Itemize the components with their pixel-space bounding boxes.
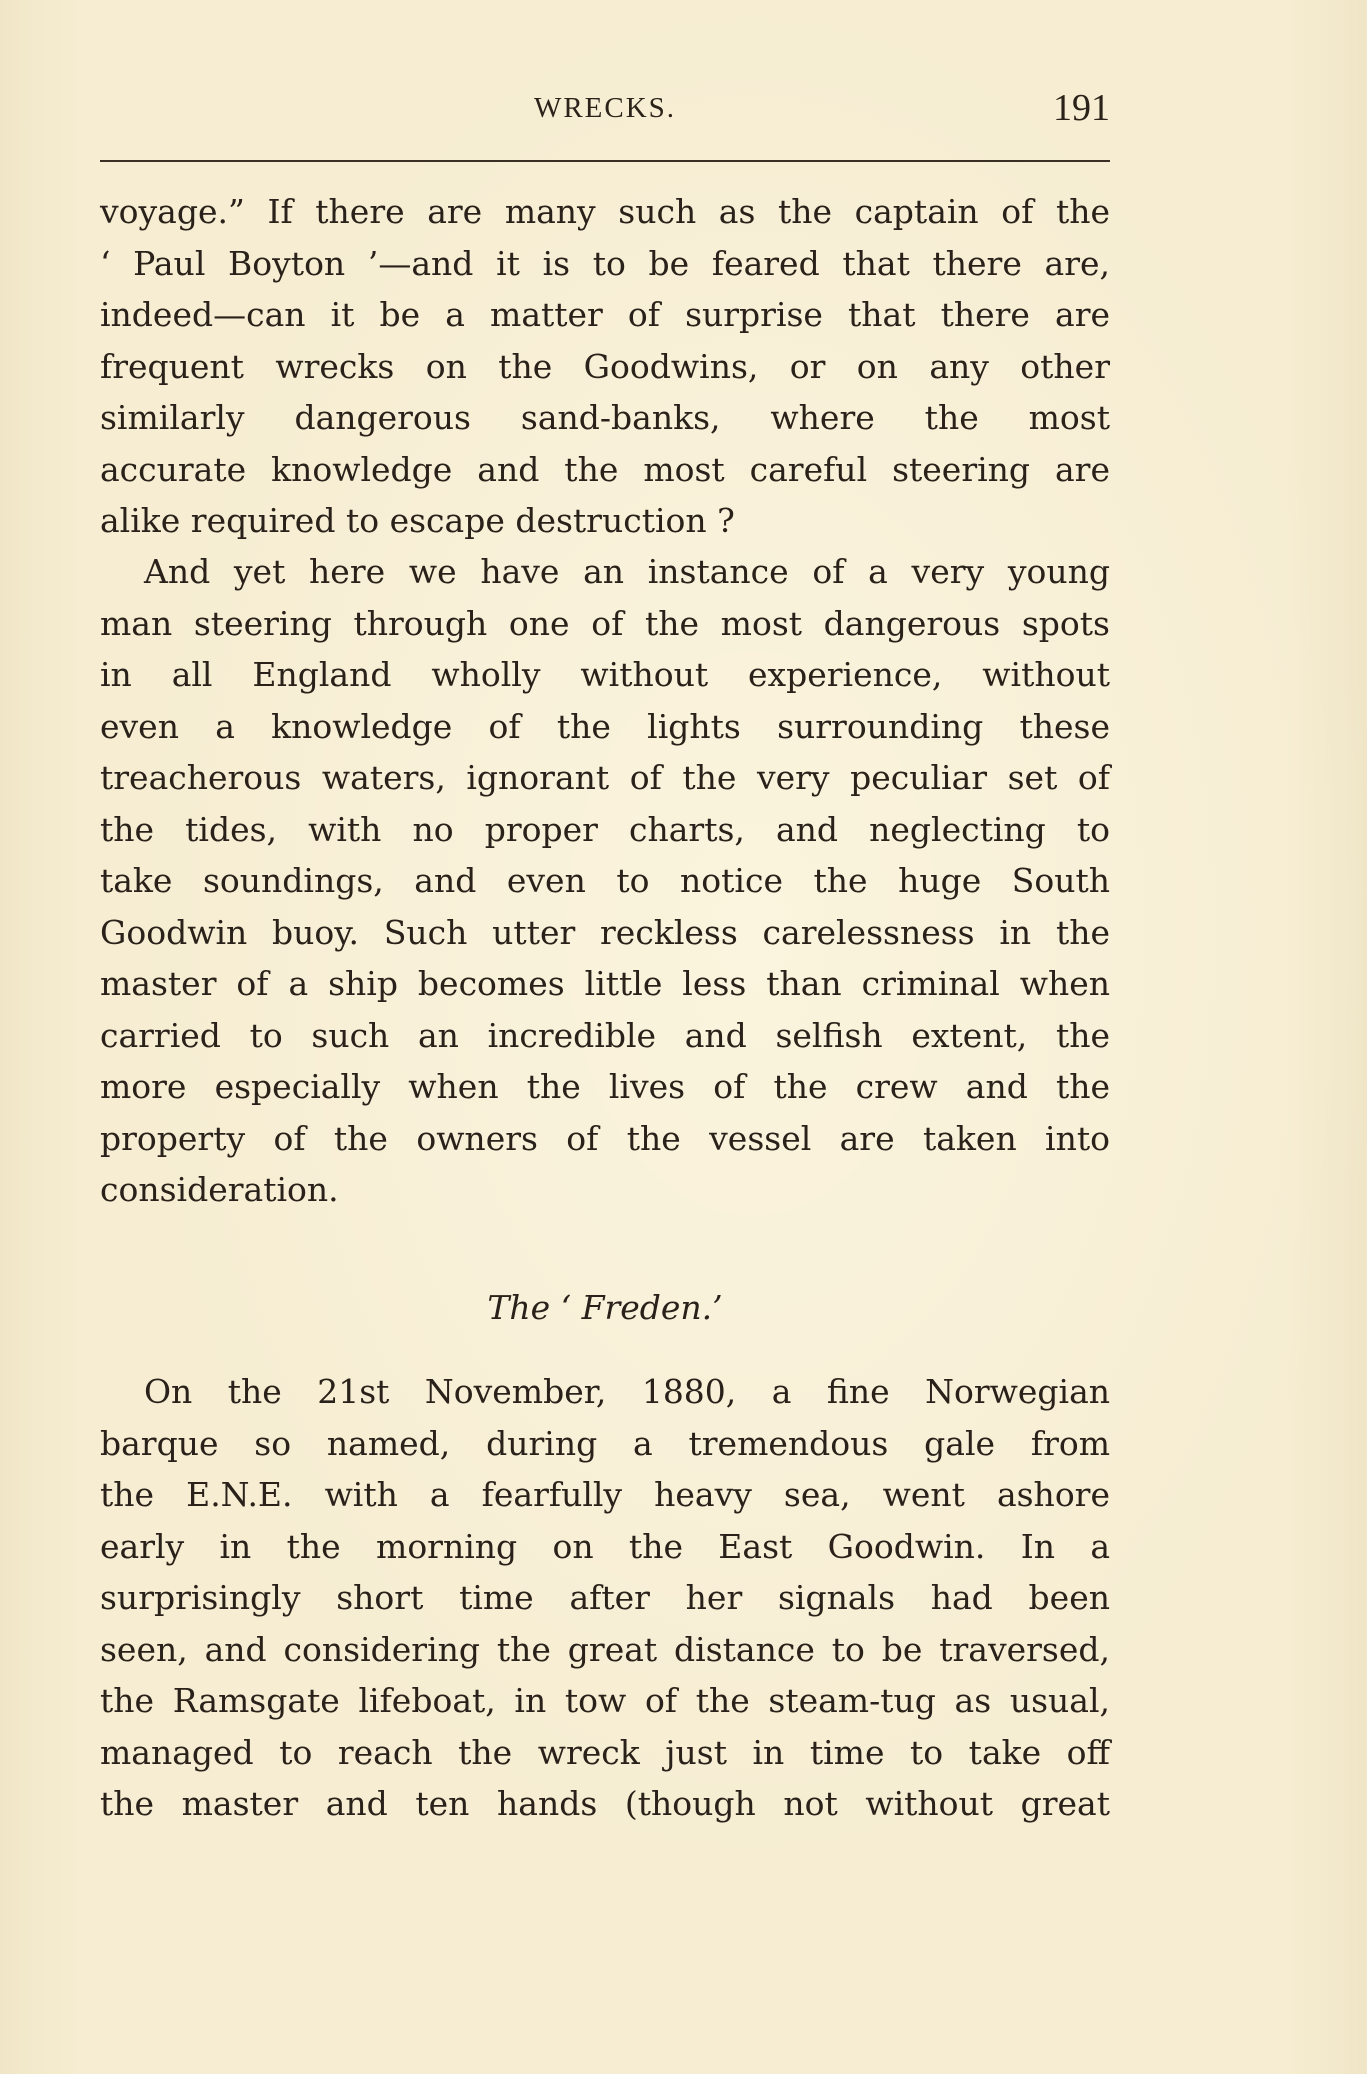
text-line: seen, and considering the great distance to be traversed, bbox=[100, 1629, 1110, 1669]
page-header bbox=[100, 86, 1110, 146]
paragraph-3 bbox=[100, 1366, 1110, 1830]
text-line: voyage.” If there are many such as the captain of the bbox=[100, 192, 1110, 231]
text-line: ‘ Paul Boyton ’—and it is to be feared that there are, bbox=[100, 243, 1110, 283]
text-line: take soundings, and even to notice the huge South bbox=[100, 861, 1110, 900]
text-line: even a knowledge of the lights surrounding these bbox=[100, 706, 1110, 746]
text-line: alike required to escape destruction ? bbox=[100, 501, 735, 540]
text-line: accurate knowledge and the most careful steering are bbox=[100, 449, 1110, 489]
text-line: man steering through one of the most dangerous spots bbox=[100, 603, 1110, 643]
text-line: treacherous waters, ignorant of the very peculiar set of bbox=[100, 758, 1110, 797]
text-line: the tides, with no proper charts, and neglecting to bbox=[100, 809, 1110, 849]
page-number: 191 bbox=[1053, 87, 1110, 129]
text-line: property of the owners of the vessel are taken into bbox=[100, 1118, 1110, 1158]
text-line: On the 21st November, 1880, a fine Norwegian bbox=[144, 1372, 1110, 1411]
text-line: frequent wrecks on the Goodwins, or on any other bbox=[100, 346, 1110, 386]
text-line: master of a ship becomes little less than criminal when bbox=[100, 964, 1110, 1003]
text-line: carried to such an incredible and selfish extent, the bbox=[100, 1015, 1110, 1055]
section-heading: The ‘ Freden.’ bbox=[487, 1288, 723, 1327]
text-line: Goodwin buoy. Such utter reckless carelessness in the bbox=[100, 912, 1110, 952]
text-line: surprisingly short time after her signals had been bbox=[100, 1578, 1110, 1617]
paragraph-2 bbox=[100, 546, 1110, 1216]
text-line: barque so named, during a tremendous gale from bbox=[100, 1423, 1110, 1463]
text-line: consideration. bbox=[100, 1170, 339, 1209]
text-line: the Ramsgate lifeboat, in tow of the steam-tug as usual, bbox=[100, 1681, 1110, 1720]
text-line: the E.N.E. with a fearfully heavy sea, went ashore bbox=[100, 1475, 1110, 1514]
text-line: early in the morning on the East Goodwin. In a bbox=[100, 1526, 1110, 1566]
text-line: in all England wholly without experience, without bbox=[100, 655, 1110, 694]
text-line: managed to reach the wreck just in time to take off bbox=[100, 1732, 1110, 1772]
paragraph-1 bbox=[100, 186, 1110, 547]
text-line: the master and ten hands (though not without great bbox=[100, 1784, 1110, 1823]
running-title: WRECKS. bbox=[533, 92, 677, 124]
text-line: more especially when the lives of the crew and the bbox=[100, 1067, 1110, 1106]
text-line: similarly dangerous sand-banks, where the most bbox=[100, 398, 1110, 437]
header-rule bbox=[100, 160, 1110, 162]
text-line: indeed—can it be a matter of surprise that there are bbox=[100, 295, 1110, 334]
text-line: And yet here we have an instance of a very young bbox=[144, 552, 1110, 591]
